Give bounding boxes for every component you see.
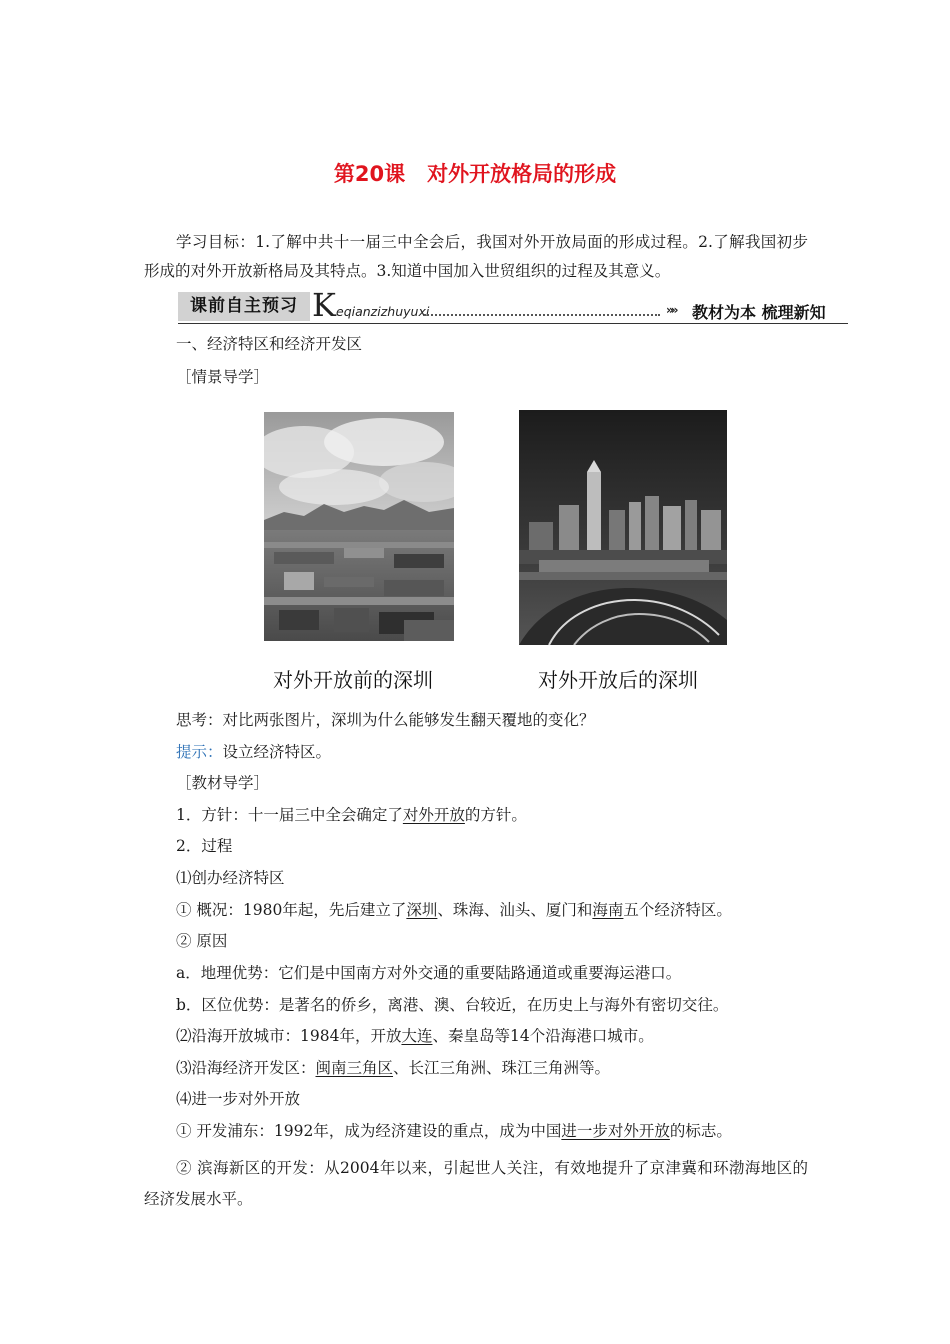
sub-item-4: ⑷进一步对外开放 (176, 1090, 301, 1108)
item-1-tail: 的方针。 (464, 806, 527, 824)
item-1-key: 对外开放 (402, 806, 465, 824)
banner-underline (178, 323, 848, 324)
sub-item-1a-text: ① 概况：1980年起，先后建立了 (176, 901, 407, 919)
sub-item-2 (176, 1025, 654, 1047)
banner-pinyin: eqianzizhuyuxi (336, 304, 430, 319)
think-question: 思考：对比两张图片，深圳为什么能够发生翻天覆地的变化？ (176, 711, 595, 729)
lesson-name: 对外开放格局的形成 (427, 162, 617, 186)
learning-objectives: 学习目标：1.了解中共十一届三中全会后，我国对外开放局面的形成过程。2.了解我国初步形成的对外开放新格局及其特点。3.知道中国加入世贸组织的过程及其意义。 (144, 233, 808, 280)
chevrons-right-icon: »» (666, 303, 676, 317)
banner-initial: K (312, 286, 336, 324)
item-1-text: 1．方针：十一届三中全会确定了 (176, 806, 403, 824)
sub-item-1a-key2: 海南 (592, 901, 624, 919)
hint-line (176, 741, 331, 763)
sub-item-1a-tail: 五个经济特区。 (623, 901, 732, 919)
item-2: 2．过程 (176, 837, 233, 855)
sub-item-2-key: 大连 (401, 1027, 433, 1045)
sub-item-3 (176, 1057, 610, 1079)
textbook-intro-label: ［教材导学］ (176, 774, 270, 792)
reason-a: a．地理优势：它们是中国南方对外交通的重要陆路通道或重要海运港口。 (176, 964, 682, 982)
sub-item-4a-key: 进一步对外开放 (561, 1122, 670, 1140)
sub-item-4a-text: ① 开发浦东：1992年，成为经济建设的重点，成为中国 (176, 1122, 562, 1140)
sub-item-3-tail: 、长江三角洲、珠江三角洲等。 (393, 1059, 611, 1077)
section-banner (178, 286, 848, 326)
section-heading: 一、经济特区和经济开发区 (176, 335, 363, 353)
scene-intro-label: ［情景导学］ (176, 368, 270, 386)
photo-before (264, 412, 454, 641)
sub-item-1a-key1: 深圳 (406, 901, 438, 919)
sub-item-3-key: 闽南三角区 (315, 1059, 394, 1077)
lesson-number: 第20课 (333, 162, 406, 186)
sub-item-1a (176, 899, 732, 921)
sub-item-2-text: ⑵沿海开放城市：1984年，开放 (176, 1027, 402, 1045)
sub-item-1: ⑴创办经济特区 (176, 869, 285, 887)
photo-caption-after: 对外开放后的深圳 (538, 668, 698, 692)
sub-item-1a-mid: 、珠海、汕头、厦门和 (437, 901, 593, 919)
banner-dotted-rule (424, 314, 660, 316)
sub-item-4b: ② 滨海新区的开发：从2004年以来，引起世人关注，有效地提升了京津冀和环渤海地区的经济发展水平。 (144, 1159, 808, 1208)
photo-after (519, 410, 727, 645)
hint-label: 提示： (176, 743, 223, 761)
sub-item-1b: ② 原因 (176, 932, 228, 950)
sub-item-4a-tail: 的标志。 (669, 1122, 732, 1140)
hint-text: 设立经济特区。 (222, 743, 332, 761)
page-title (0, 158, 950, 188)
sub-item-2-tail: 、秦皇岛等14个沿海港口城市。 (432, 1027, 654, 1045)
sub-item-4a (176, 1120, 732, 1142)
photo-caption-before: 对外开放前的深圳 (273, 668, 433, 692)
banner-slogan: 教材为本 梳理新知 (692, 303, 826, 322)
banner-label: 课前自主预习 (178, 292, 310, 321)
item-1 (176, 804, 527, 826)
reason-b: b．区位优势：是著名的侨乡，离港、澳、台较近，在历史上与海外有密切交往。 (176, 996, 729, 1014)
sub-item-3-text: ⑶沿海经济开发区： (176, 1059, 316, 1077)
